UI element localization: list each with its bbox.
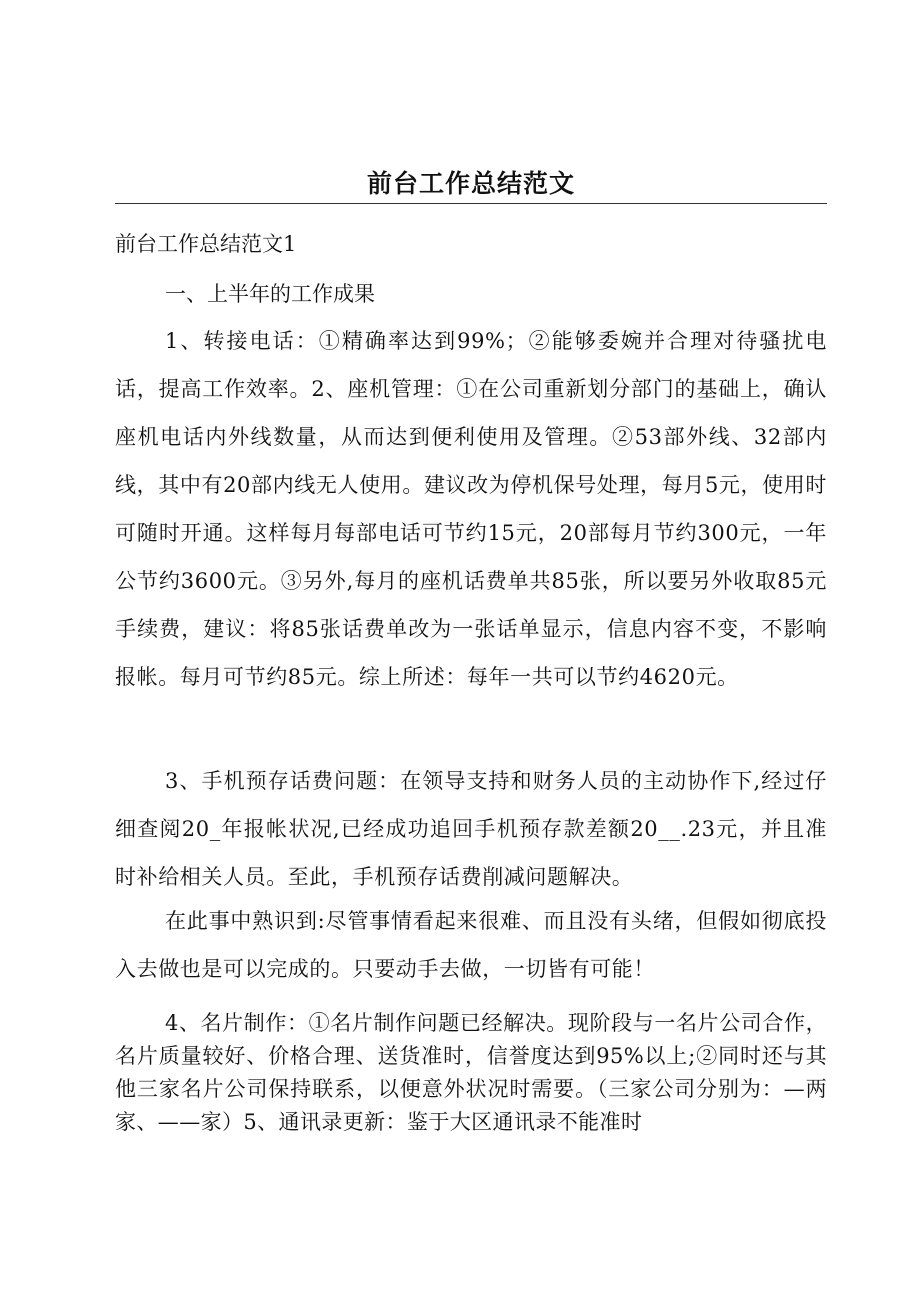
paragraph-mobile-prepaid: 3、手机预存话费问题：在领导支持和财务人员的主动协作下,经过仔细查阅20_年报帐状况,已经成功追回手机预存款差额20__.23元，并且准时补给相关人员。至此，手机预存话费削减问题解决。	[115, 769, 827, 889]
document-title: 前台工作总结范文	[366, 169, 575, 198]
section-heading: 一、上半年的工作成果	[165, 282, 375, 306]
paragraph-business-cards: 4、名片制作：①名片制作问题已经解决。现阶段与一名片公司合作，名片质量较好、价格合理、送货准时，信誉度达到95%以上;②同时还与其他三家名片公司保持联系，以便意外状况时需要。（三家公司分别为：—两家、——家）5、通讯录更新：鉴于大区通讯录不能准时	[115, 1011, 827, 1134]
document-subtitle: 前台工作总结范文1	[115, 232, 297, 256]
paragraph-reflection: 在此事中熟识到:尽管事情看起来很难、而且没有头绪，但假如彻底投入去做也是可以完成的。只要动手去做，一切皆有可能！	[115, 909, 827, 981]
title-divider	[115, 203, 827, 204]
paragraph-phone-and-landline: 1、转接电话：①精确率达到99%；②能够委婉并合理对待骚扰电话，提高工作效率。2、座机管理：①在公司重新划分部门的基础上，确认座机电话内外线数量，从而达到便利使用及管理。②53部外线、32部内线，其中有20部内线无人使用。建议改为停机保号处理，每月5元，使用时可随时开通。这样每月每部电话可节约15元，20部每月节约300元，一年公节约3600元。③另外,每月的座机话费单共85张，所以要另外收取85元手续费，建议：将85张话费单改为一张话单显示，信息内容不变，不影响报帐。每月可节约85元。综上所述：每年一共可以节约4620元。	[115, 329, 827, 689]
